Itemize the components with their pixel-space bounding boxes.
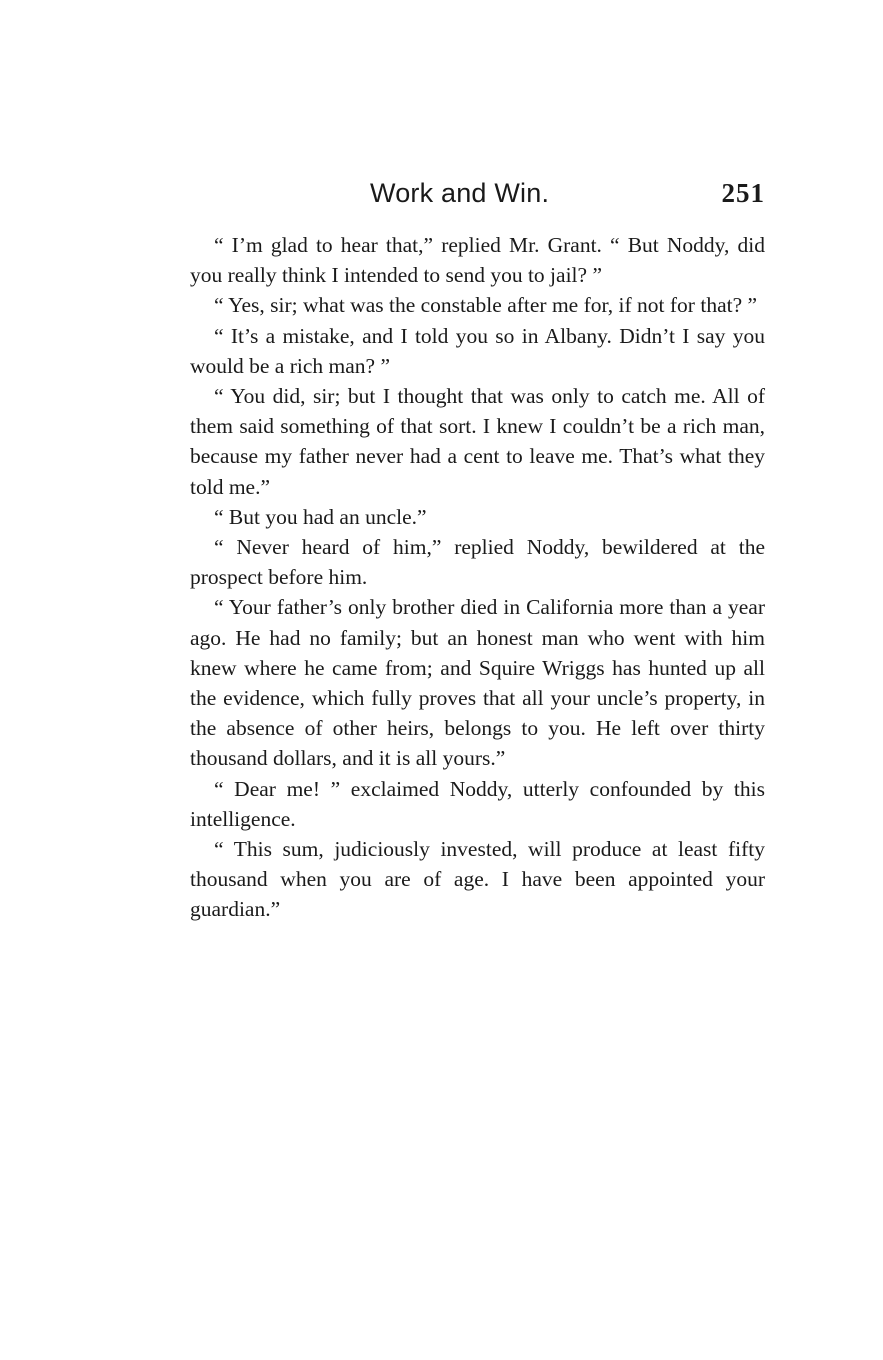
running-head-title: Work and Win.: [370, 178, 550, 208]
paragraph: “ You did, sir; but I thought that was only to catch me. All of them said something of that sort. I knew I couldn’t be a rich man, because my father never had a cent to leave me. That’s what they told me.”: [190, 384, 765, 499]
paragraph: “ Dear me! ” exclaimed Noddy, utterly confounded by this intelligence.: [190, 776, 765, 831]
body-text: [190, 230, 765, 925]
paragraph: “ But you had an uncle.”: [214, 504, 427, 529]
page-number: 251: [721, 178, 765, 208]
paragraph: “ It’s a mistake, and I told you so in Albany. Didn’t I say you would be a rich man? ”: [190, 323, 765, 378]
paragraph: “ This sum, judiciously invested, will produce at least fifty thousand when you are of age. I have been appointed your guardian.”: [190, 837, 765, 922]
paragraph: “ I’m glad to hear that,” replied Mr. Grant. “ But Noddy, did you really think I intended to send you to jail? ”: [190, 233, 765, 288]
running-head: [190, 178, 765, 214]
paragraph: “ Yes, sir; what was the constable after me for, if not for that? ”: [214, 293, 758, 318]
paragraph: “ Never heard of him,” replied Noddy, bewildered at the prospect before him.: [190, 535, 765, 590]
paragraph: “ Your father’s only brother died in California more than a year ago. He had no family; but an honest man who went with him knew where he came from; and Squire Wriggs has hunted up all the evidence, which fully proves that all your uncle’s property, in the absence of other heirs, belongs to you. He left over thirty thousand dollars, and it is all yours.”: [190, 595, 765, 771]
